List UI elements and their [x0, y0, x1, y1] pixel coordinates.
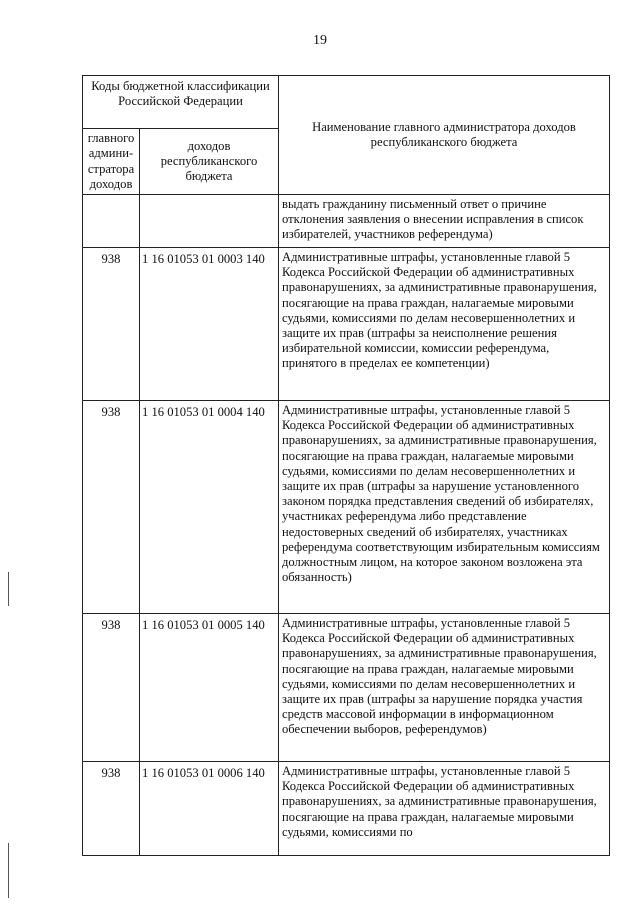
budget-classification-table	[82, 75, 610, 856]
income-code-cell: 1 16 01053 01 0004 140	[140, 401, 279, 614]
codes-group-header: Коды бюджетной классификации Российской Федерации	[83, 76, 279, 129]
admin-code-cell: 938	[83, 248, 140, 401]
main-administrator-header: главного админи-стратора доходов	[83, 129, 140, 195]
administrator-name-header: Наименование главного администратора доходов республиканского бюджета	[279, 76, 610, 195]
table-row	[83, 401, 610, 614]
scan-edge-mark	[8, 572, 9, 606]
table-row	[83, 762, 610, 856]
table-row	[83, 248, 610, 401]
description-cell: Административные штрафы, установленные главой 5 Кодекса Российской Федерации об административных правонарушениях, за административные правонарушения, посягающие на права граждан, налагаемые мировыми судьями, комиссиями по делам несовершеннолетних и защите их прав (штрафы за нарушение установленного законом порядка представления сведений об избирателях, участниках референдума либо представление недостоверных сведений об избирателях, участниках референдума соответствующим избирательным комиссиям должностным лицом, на которое законом возложена эта обязанность)	[279, 401, 610, 614]
income-code-cell: 1 16 01053 01 0006 140	[140, 762, 279, 856]
income-code-cell: 1 16 01053 01 0003 140	[140, 248, 279, 401]
table-row	[83, 195, 610, 248]
admin-code-cell: 938	[83, 614, 140, 762]
scan-edge-mark	[8, 843, 9, 898]
republican-budget-income-header: доходов республиканского бюджета	[140, 129, 279, 195]
income-code-cell: 1 16 01053 01 0005 140	[140, 614, 279, 762]
description-cell: выдать гражданину письменный ответ о причине отклонения заявления о внесении исправления в список избирателей, участников референдума)	[279, 195, 610, 248]
admin-code-cell: 938	[83, 762, 140, 856]
admin-code-cell: 938	[83, 401, 140, 614]
page-number: 19	[313, 33, 327, 48]
description-cell: Административные штрафы, установленные главой 5 Кодекса Российской Федерации об административных правонарушениях, за административные правонарушения, посягающие на права граждан, налагаемые мировыми судьями, комиссиями по делам несовершеннолетних и защите их прав (штрафы за неисполнение решения избирательной комиссии, комиссии референдума, принятого в пределах ее компетенции)	[279, 248, 610, 401]
income-code-cell	[140, 195, 279, 248]
header-row-top	[83, 76, 610, 129]
admin-code-cell	[83, 195, 140, 248]
table-row	[83, 614, 610, 762]
description-cell: Административные штрафы, установленные главой 5 Кодекса Российской Федерации об административных правонарушениях, за административные правонарушения, посягающие на права граждан, налагаемые мировыми судьями, комиссиями по	[279, 762, 610, 856]
description-cell: Административные штрафы, установленные главой 5 Кодекса Российской Федерации об административных правонарушениях, за административные правонарушения, посягающие на права граждан, налагаемые мировыми судьями, комиссиями по делам несовершеннолетних и защите их прав (штрафы за нарушение порядка участия средств массовой информации в информационном обеспечении выборов, референдумов)	[279, 614, 610, 762]
